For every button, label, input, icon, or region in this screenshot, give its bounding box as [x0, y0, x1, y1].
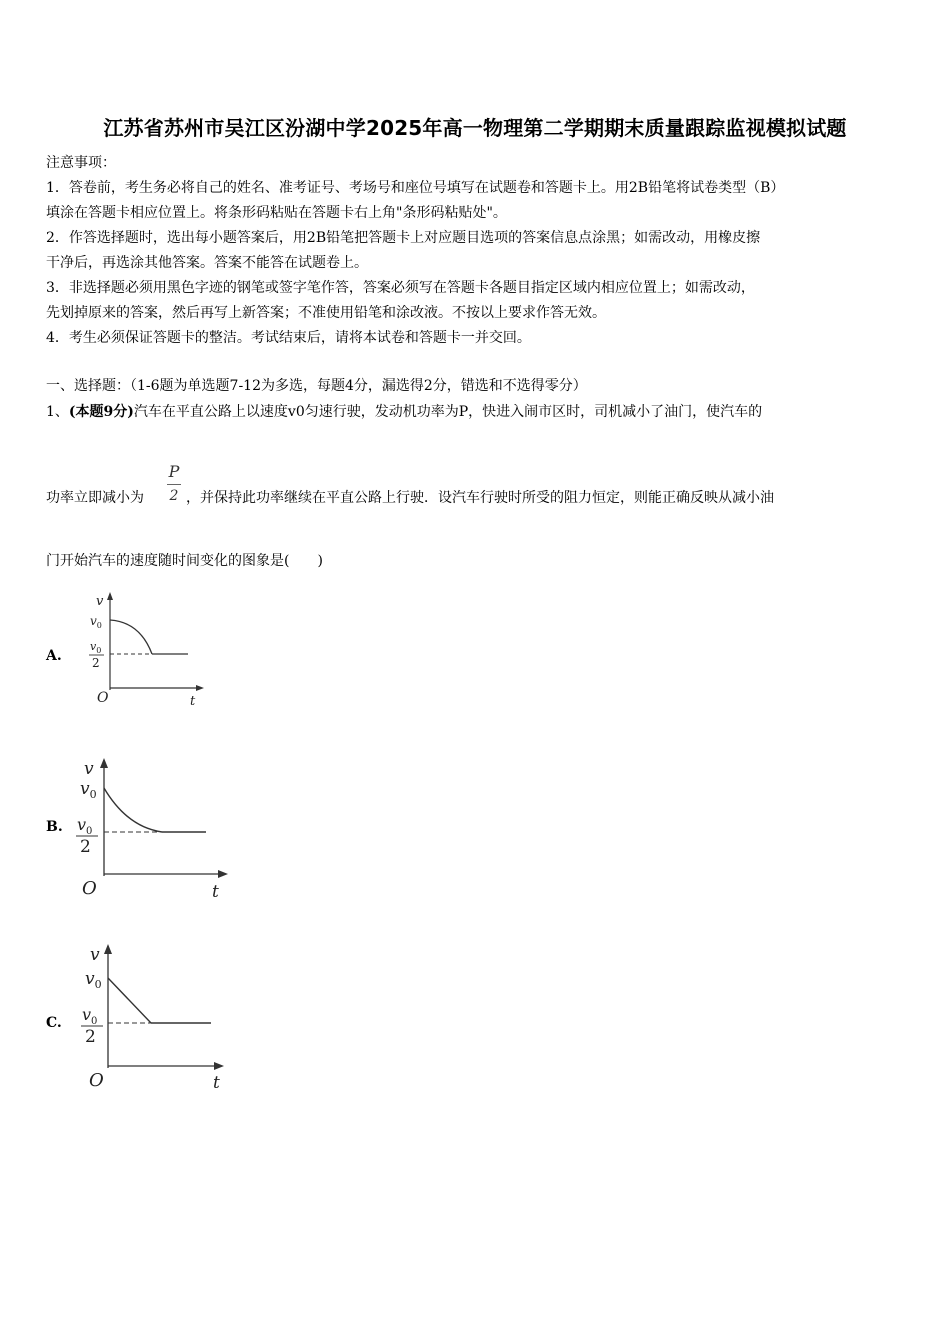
question-points: (本题9分): [68, 404, 134, 420]
question-number: 1、: [46, 404, 69, 420]
question-text-1: 汽车在平直公路上以速度v0匀速行驶，发动机功率为P，快进入闹市区时，司机减小了油门，使汽车的: [133, 404, 763, 420]
v0-label: $v_0$: [90, 614, 102, 630]
velocity-curve: [110, 620, 152, 654]
half-v0-numerator: $v_0$: [82, 1005, 98, 1027]
section-heading: 一、选择题：（1-6题为单选题7-12为多选，每题4分，漏选得2分，错选和不选得零分）: [46, 378, 587, 394]
notice-line-4: 干净后，再选涂其他答案。答案不能答在试题卷上。: [46, 255, 368, 271]
origin-label: O: [97, 690, 109, 706]
question-1-line-1: [46, 403, 762, 421]
notice-line-7: 4．考生必须保证答题卡的整洁。考试结束后，请将本试卷和答题卡一并交回。: [46, 330, 531, 346]
question-1-line-2-before: 功率立即减小为: [46, 490, 144, 506]
page-title: 江苏省苏州市吴江区汾湖中学2025年高一物理第二学期期末质量跟踪监视模拟试题: [103, 116, 847, 140]
fraction-numerator: P: [168, 462, 180, 481]
option-a-graph: [80, 590, 210, 710]
notice-line-1: 1．答卷前，考生务必将自己的姓名、准考证号、考场号和座位号填写在试题卷和答题卡上。用2B铅笔将试卷类型（B）: [46, 180, 785, 196]
half-v0-denominator: 2: [92, 656, 100, 670]
half-v0-denominator: 2: [85, 1027, 96, 1047]
fraction-bar: [167, 484, 181, 485]
question-1-line-2-after: ，并保持此功率继续在平直公路上行驶．设汽车行驶时所受的阻力恒定，则能正确反映从减小油: [186, 490, 774, 506]
t-axis-label: t: [212, 882, 219, 902]
t-axis-arrow-icon: [218, 870, 228, 878]
half-v0-numerator: $v_0$: [90, 640, 102, 655]
velocity-curve: [108, 978, 151, 1023]
notice-heading: 注意事项：: [46, 155, 116, 171]
v-axis-arrow-icon: [100, 758, 108, 768]
v0-label: $v_0$: [85, 969, 102, 991]
option-a-label: A.: [46, 648, 62, 664]
v-axis-label: v: [96, 594, 104, 609]
t-axis-label: t: [213, 1073, 220, 1093]
velocity-curve: [104, 788, 162, 832]
option-b-label: B.: [46, 819, 63, 835]
v-axis-label: v: [84, 759, 94, 779]
half-v0-denominator: 2: [80, 837, 91, 857]
option-c-graph: [75, 940, 230, 1093]
origin-label: O: [82, 878, 97, 899]
v-axis-arrow-icon: [107, 592, 113, 600]
notice-line-3: 2．作答选择题时，选出每小题答案后，用2B铅笔把答题卡上对应题目选项的答案信息点涂黑；如需改动，用橡皮擦: [46, 230, 761, 246]
question-1-line-3: 门开始汽车的速度随时间变化的图象是( ): [46, 553, 323, 569]
fraction-denominator: 2: [169, 488, 179, 504]
v-axis-label: v: [90, 945, 100, 965]
t-axis-arrow-icon: [214, 1062, 224, 1070]
t-axis-arrow-icon: [196, 685, 204, 691]
origin-label: O: [89, 1070, 104, 1091]
t-axis-label: t: [190, 694, 196, 709]
notice-line-6: 先划掉原来的答案，然后再写上新答案；不准使用铅笔和涂改液。不按以上要求作答无效。: [46, 305, 606, 321]
notice-line-5: 3．非选择题必须用黑色字迹的钢笔或签字笔作答，答案必须写在答题卡各题目指定区域内相应位置上；如需改动，: [46, 280, 755, 296]
v-axis-arrow-icon: [104, 944, 112, 954]
option-c-label: C.: [46, 1015, 62, 1031]
option-b-graph: [72, 752, 232, 902]
v0-label: $v_0$: [80, 779, 97, 801]
half-v0-numerator: $v_0$: [77, 815, 93, 837]
notice-line-2: 填涂在答题卡相应位置上。将条形码粘贴在答题卡右上角"条形码粘贴处"。: [46, 205, 507, 221]
